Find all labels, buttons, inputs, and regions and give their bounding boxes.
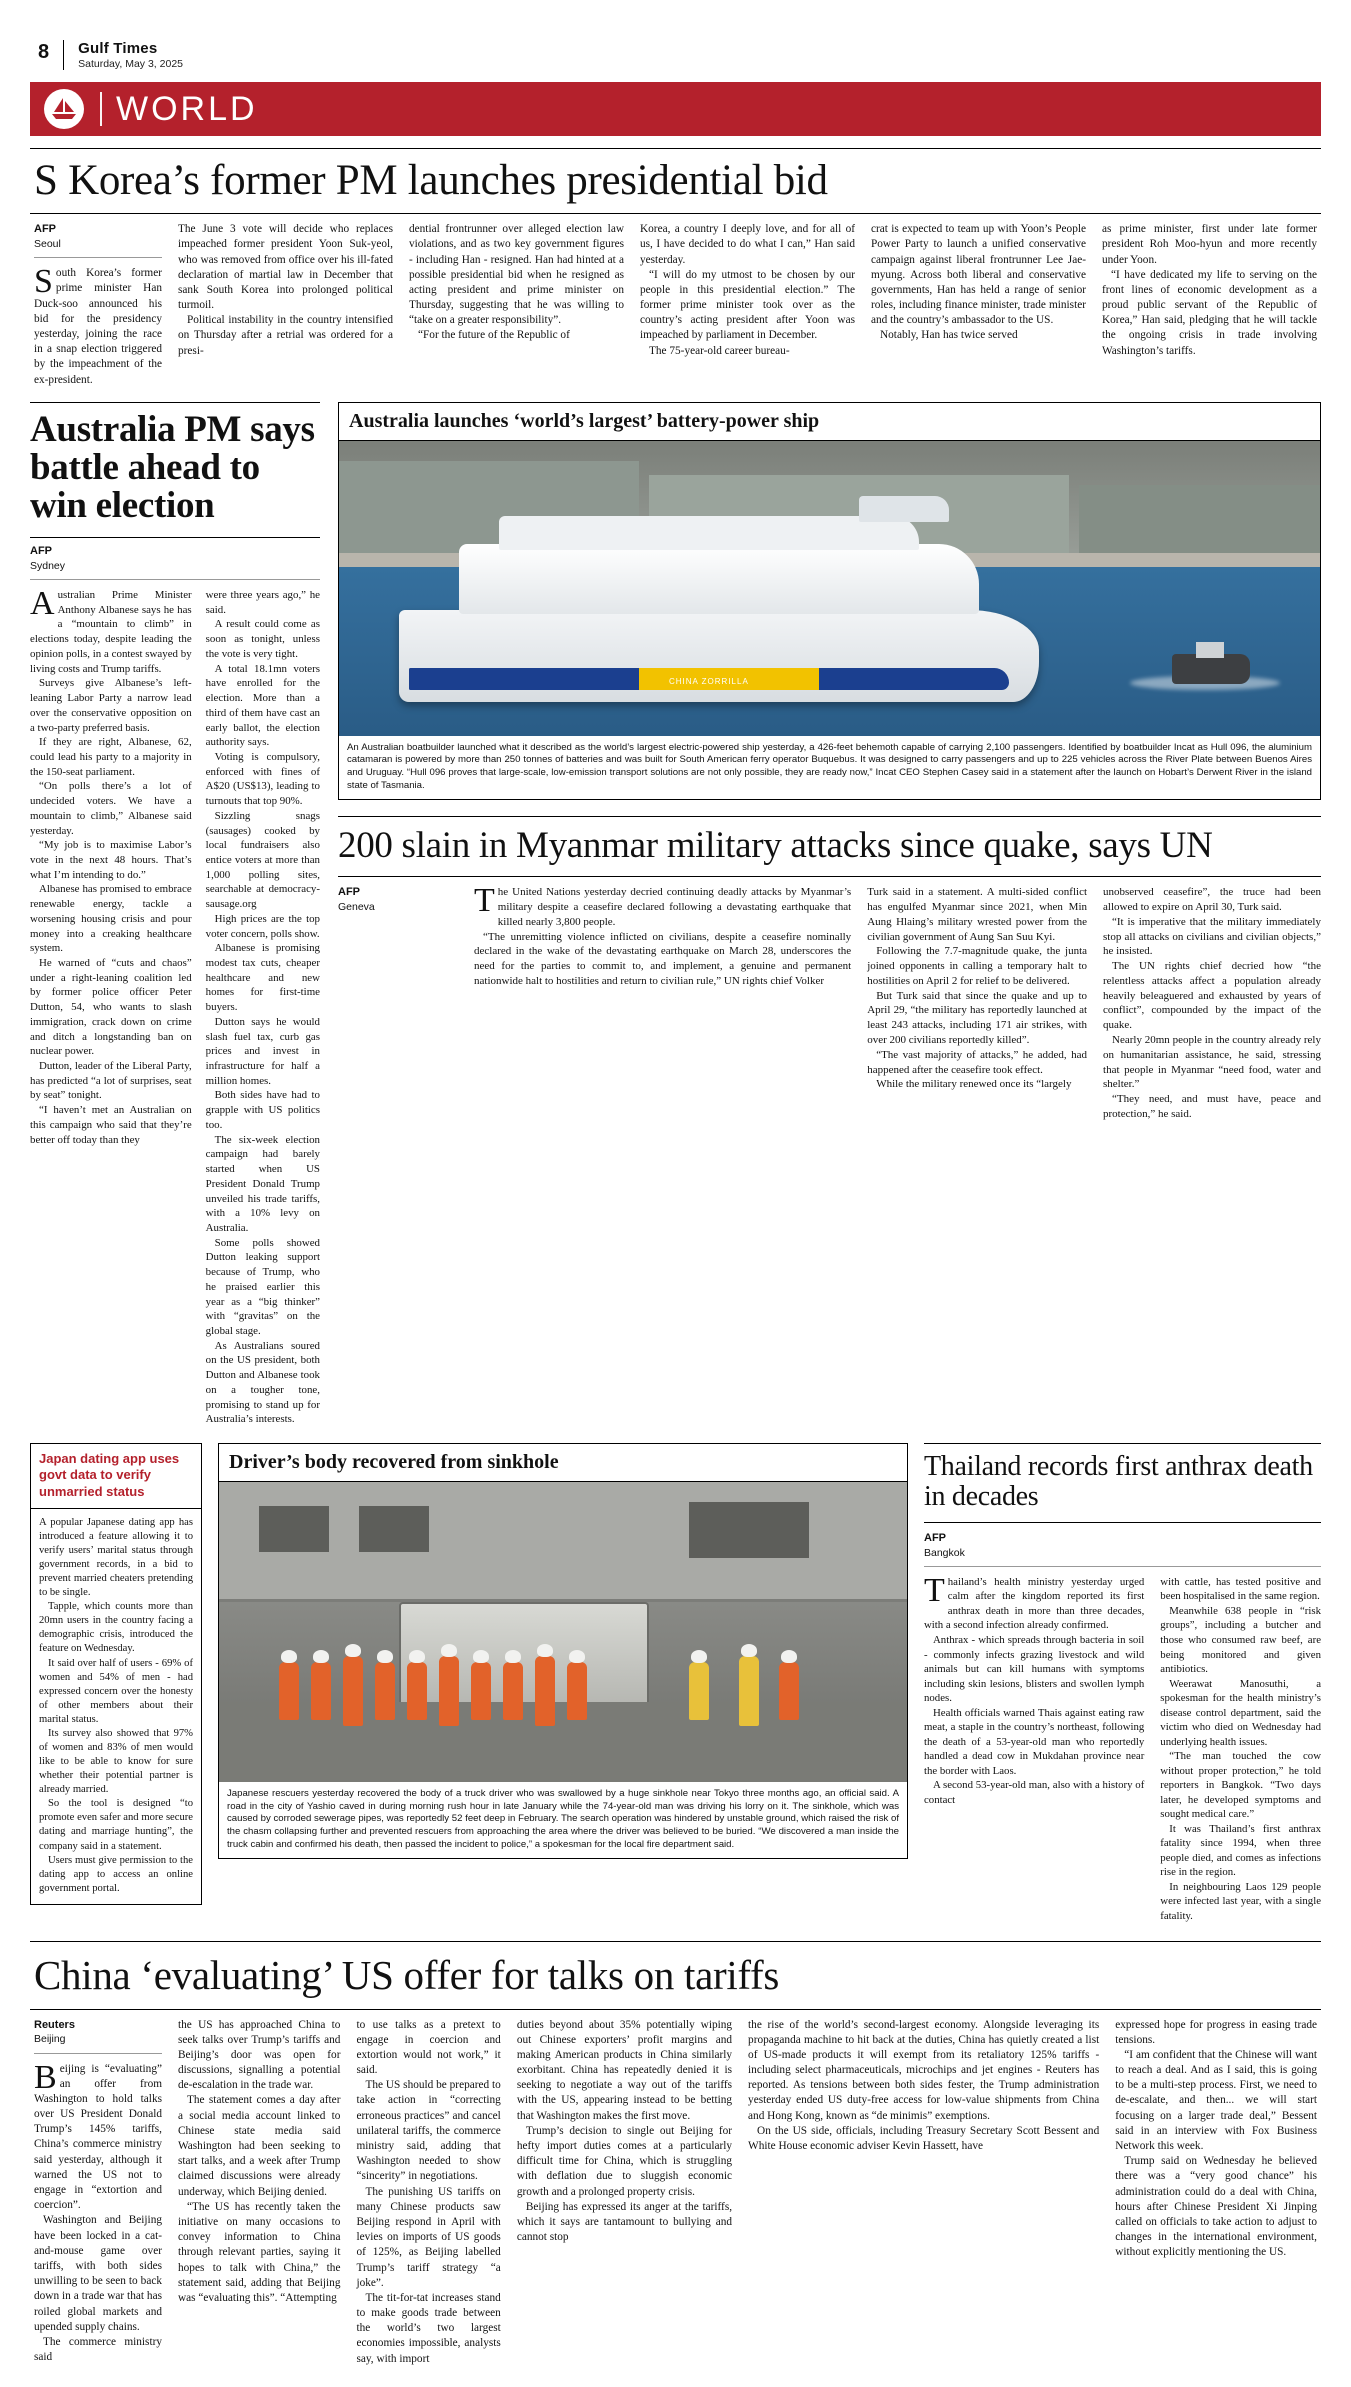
byline-china: [34, 2018, 162, 2367]
article-column: [1103, 885, 1321, 1122]
photo-caption: Japanese rescuers yesterday recovered the body of a truck driver who was swallowed by a huge sinkhole near Tokyo three months ago, an official said. A road in the city of Yashio caved in during morning rush hour in late January while the 74-year-old man was driving his lorry on it. The sinkhole, which was caused by corroded sewerage pipes, was reportedly 52 feet deep in February. The search operation was hindered by unstable ground, which raised the risk of the chasm collapsing further and prevented rescuers from approaching the area where the driver was believed to be buried. “We discovered a man inside the truck cabin and confirmed his death, then passed the incident to police,” a spokesman for the local fire department said.: [227, 1788, 899, 1850]
byline-korea: [34, 222, 162, 388]
content-band-2: [30, 402, 1321, 1427]
paragraph: “It is imperative that the military immediately stop all attacks on civilians and civilian objects,” he insisted.: [1103, 915, 1321, 958]
paragraph: A result could come as soon as tonight, unless the vote is very tight.: [205, 618, 320, 660]
paragraph: “My job is to maximise Labor’s vote in the next 48 hours. That’s what I’m intending to do.”: [30, 839, 192, 881]
article-column: [748, 2018, 1099, 2367]
paragraph: Nearly 20mn people in the country already rely on humanitarian assistance, he said, stressing that people in Myanmar “need food, water and shelter.”: [1103, 1033, 1321, 1091]
photo-battery-ship: [338, 402, 1321, 801]
paragraph: to use talks as a pretext to engage in coercion and extortion would not work,” it said.: [356, 2018, 501, 2077]
article-column: [178, 2018, 340, 2367]
paragraph: Beijing is “evaluating” an offer from Washington to hold talks over US President Donald Trump’s 145% tariffs, China’s commerce ministry said yesterday, although it warned the US not to engage in “extortion and coercion”.: [34, 2058, 162, 2212]
paragraph: “The vast majority of attacks,” he added, had happened after the ceasefire took effect.: [867, 1048, 1088, 1076]
paragraph: “The US has recently taken the initiative on many occasions to convey information to China through relevant parties, saying it hopes to talk with China,” the statement said, adding that Beijing was “evaluating this”. “Attempting: [178, 2200, 341, 2304]
paragraph: In neighbouring Laos 129 people were infected last year, with a single fatality.: [1160, 1880, 1321, 1922]
photo-title: Australia launches ‘world’s largest’ battery-power ship: [339, 403, 1320, 441]
paragraph: The 75-year-old career bureau-: [649, 344, 790, 357]
paragraph: the rise of the world’s second-largest economy. Alongside leveraging its propaganda machine to hit back at the duties, China has quietly created a list of US-made products it will exempt from its retaliatory 125% tariffs - including select pharmaceuticals, microchips and jet engines - Reuters has reported. As tensions between both sides fester, the Trump administration yesterday ended US duty-free access for low-value shipments from China and Hong Kong, known as “de minimis” exemptions.: [748, 2018, 1100, 2122]
paragraph: Users must give permission to the dating app to access an online government portal.: [39, 1854, 193, 1894]
paragraph: It said over half of users - 69% of women and 54% of men - had expressed concern over the honesty of other members about their marital status.: [39, 1657, 193, 1725]
content-band-3: [30, 1443, 1321, 1923]
paragraph: A second 53-year-old man, also with a history of contact: [924, 1779, 1145, 1806]
byline-myanmar: [338, 885, 458, 1122]
paragraph: Political instability in the country intensified on Thursday after a retrial was ordered for a presi-: [178, 314, 393, 357]
paragraph: “On polls there’s a lot of undecided voters. We have a mountain to climb,” Albanese said yesterday.: [30, 780, 192, 837]
paragraph: Australian Prime Minister Anthony Albanese says he has a “mountain to climb” in elections today, despite leading the opinion polls, in a contest swayed by living costs and Trump tariffs.: [30, 585, 192, 675]
gulf-times-dhow-logo-icon: [44, 89, 84, 129]
article-column: [206, 588, 320, 1427]
story-thailand: [924, 1443, 1321, 1923]
paragraph: “For the future of the Republic of: [418, 329, 570, 342]
paragraph: Notably, Han has twice served: [880, 329, 1018, 342]
page-number: 8: [38, 41, 50, 63]
paragraph: The US should be prepared to take action in “correcting erroneous practices” and cancel unilateral tariffs, the commerce ministry said, adding that Washington needed to show “sincerity” in negotiations.: [356, 2079, 501, 2183]
agency-name: AFP: [34, 223, 56, 236]
story-japan-dating: [30, 1443, 202, 1923]
paragraph: Voting is compulsory, enforced with fines of A$20 (US$13), leading to turnouts that top 90%.: [205, 750, 320, 808]
banner-divider: [100, 92, 102, 126]
article-column: [30, 585, 192, 1427]
divider: [30, 213, 1321, 214]
article-column: [640, 222, 855, 388]
paragraph: The six-week election campaign had barely started when US President Donald Trump unveiled his trade tariffs, with a 10% levy on Australia.: [205, 1133, 320, 1234]
ship-name-label: CHINA ZORRILLA: [669, 676, 749, 686]
paragraph: Some polls showed Dutton leaking support because of Trump, who he praised earlier this year as a “big thinker” with “gravitas” on the global stage.: [205, 1236, 320, 1337]
paragraph: Tapple, which counts more than 20mn users in the country facing a demographic crisis, introduced the feature on Wednesday.: [39, 1601, 193, 1655]
dateline: Bangkok: [924, 1546, 965, 1559]
paragraph: The punishing US tariffs on many Chinese products saw Beijing respond in April with levies on imports of US goods of 125%, as Beijing labelled Trump’s tariff strategy “a joke”.: [356, 2185, 501, 2289]
paragraph: The statement comes a day after a social media account linked to Chinese state media said Washington had been seeking to start talks, and a week after Trump claimed discussions were already underway, which Beijing denied.: [178, 2094, 341, 2198]
paragraph: But Turk said that since the quake and up to April 29, “the military has reportedly launched at least 243 attacks, including 171 air strikes, with over 200 civilians reportedly killed”.: [867, 989, 1088, 1046]
dateline: Geneva: [338, 901, 375, 913]
agency-name: AFP: [338, 886, 360, 899]
page-title-australia: Australia PM says battle ahead to win election: [30, 408, 315, 526]
paragraph: It was Thailand’s first anthrax fatality since 1994, when three people died, and comes as infections rise in the region.: [1160, 1822, 1321, 1879]
paragraph: duties beyond about 35% potentially wiping out Chinese exporters’ profit margins and making American products in China similarly exorbitant. China has repeatedly denied it is seeking to negotiate a way out of the tariffs with the US, appearing instead to be betting that Washington makes the first move.: [516, 2018, 733, 2122]
paragraph: unobserved ceasefire”, the truce had been allowed to expire on April 30, Turk said.: [1103, 886, 1321, 913]
paragraph: Health officials warned Thais against eating raw meat, a staple in the country’s northeast, following the death of a 53-year-old man who reportedly handled a dead cow in Mukdahan province near the border with Laos.: [924, 1706, 1145, 1777]
paragraph: crat is expected to team up with Yoon’s People Power Party to launch a unified conservative campaign against liberal frontrunner Lee Jae-myung. Across both liberal and conservative governments, Han has held a range of senior roles, including finance minister, trade minister and the country’s ambassador to the US.: [871, 223, 1086, 327]
agency-name: AFP: [30, 545, 52, 558]
publication-date: Saturday, May 3, 2025: [78, 58, 183, 71]
paragraph: “The unremitting violence inflicted on civilians, despite a ceasefire nominally declared in the wake of the devastating earthquake on March 28, underscores the need for the parties to commit to, and implement, a genuine and permanent nationwide halt to hostilities and return to civilian rule,” UN rights chief Volker: [474, 930, 852, 987]
paragraph: High prices are the top voter concern, polls show.: [205, 912, 320, 940]
photo-title: Driver’s body recovered from sinkhole: [219, 1444, 907, 1482]
paragraph: dential frontrunner over alleged election law violations, and as two key government figures - including Han - resigned. Han had hinted at a possible presidential bid when he resigned as acting president and prime minister on Thursday, suggesting that he was willing to “take on a greater responsibility”.: [409, 223, 624, 327]
article-column: [871, 222, 1086, 388]
paragraph: Thailand’s health ministry yesterday urged calm after the kingdom reported its first anthrax death in more than three decades, with a second infection already confirmed.: [924, 1571, 1145, 1632]
article-column: [409, 222, 624, 388]
article-column: [517, 2018, 732, 2367]
paragraph: “I haven’t met an Australian on this campaign who said that they’re better off today than they: [30, 1104, 192, 1146]
article-column: [356, 2018, 500, 2367]
article-column: [924, 1571, 1145, 1923]
paragraph: The United Nations yesterday decried continuing deadly attacks by Myanmar’s military despite a ceasefire declared following a devastating earthquake that killed nearly 3,800 people.: [474, 882, 852, 928]
masthead-divider: [63, 40, 64, 70]
paragraph: Dutton says he would slash fuel tax, curb gas prices and invest in infrastructure for half a million homes.: [205, 1015, 320, 1087]
paragraph: Meanwhile 638 people in “risk groups”, including a butcher and those who consumed raw beef, are being monitored and given antibiotics.: [1160, 1604, 1321, 1676]
story-korea: [30, 148, 1321, 387]
story-china: [30, 1941, 1321, 2367]
paragraph: with cattle, has tested positive and been hospitalised in the same region.: [1160, 1575, 1321, 1603]
dateline: Sydney: [30, 559, 66, 572]
story-myanmar: [338, 816, 1321, 1121]
masthead: [30, 40, 1321, 76]
section-title: WORLD: [116, 89, 258, 128]
agency-name: AFP: [924, 1531, 946, 1544]
article-column: [1102, 222, 1317, 388]
paragraph: as prime minister, first under late former president Roh Moo-hyun and more recently under Yoon.: [1102, 223, 1317, 266]
page-title-korea: S Korea’s former PM launches presidential bid: [34, 157, 828, 205]
paragraph: Weerawat Manosuthi, a spokesman for the health ministry’s disease control department, said the victim who died on Wednesday had underlying health issues.: [1160, 1677, 1321, 1748]
paragraph: The UN rights chief decried how “the relentless attacks affect a population already heavily beleaguered and exhausted by years of conflict”, compounded by the impact of the quake.: [1103, 960, 1321, 1032]
paragraph: As Australians soured on the US president, both Dutton and Albanese took on a tougher tone, promising to stand up for Australia’s interests.: [205, 1339, 320, 1426]
divider: [30, 148, 1321, 149]
photo-sinkhole: [218, 1443, 908, 1923]
paragraph: Trump said on Wednesday he believed there was a “very good chance” his administration could do a deal with China, hours after Chinese President Xi Jinping called on officials to take action to adjust to changes in the international environment, without explicitly mentioning the US.: [1115, 2155, 1317, 2259]
paragraph: Sizzling snags (sausages) cooked by local fundraisers also entice voters at more than 1,000 polling sites, searchable at democracy-sausage.org: [205, 809, 320, 911]
dateline: Seoul: [34, 238, 61, 251]
paragraph: Both sides have had to grapple with US politics too.: [205, 1089, 320, 1131]
paragraph: Dutton, leader of the Liberal Party, has predicted “a lot of surprises, seat by seat” tonight.: [30, 1060, 192, 1102]
page-title-dating: Japan dating app uses govt data to verify unmarried status: [31, 1444, 201, 1509]
paragraph: expressed hope for progress in easing trade tensions.: [1115, 2018, 1317, 2046]
paragraph: “I am confident that the Chinese will want to reach a deal. And as I said, this is going to be a multi-step process. First, we need to de-escalate, and then... we will start focusing on a larger trade deal,” Bessent said in an interview with Fox Business Network this week.: [1115, 2048, 1317, 2153]
paragraph: So the tool is designed “to promote even safer and more secure dating and marriage hunting”, the company said in a statement.: [39, 1798, 193, 1852]
story-australia: [30, 402, 320, 1427]
paragraph: Surveys give Albanese’s left-leaning Labor Party a narrow lead over the conservative opposition on a two-party preferred basis.: [30, 677, 192, 734]
paragraph: were three years ago,” he said.: [205, 589, 320, 616]
paragraph: Beijing has expressed its anger at the tariffs, which it says are tantamount to bullying and cannot stop: [516, 2200, 733, 2244]
article-column: [178, 222, 393, 388]
paragraph: The tit-for-tat increases stand to make goods trade between the world’s two largest economies impossible, analysts say, with import: [356, 2291, 501, 2365]
paragraph: The June 3 vote will decide who replaces impeached former president Yoon Suk-yeol, who was removed from office over his ill-fated declaration of martial law in December that sank South Korea into prolonged political turmoil.: [178, 223, 393, 312]
article-column: [867, 885, 1087, 1122]
paragraph: On the US side, officials, including Treasury Secretary Scott Bessent and White House economic adviser Kevin Hassett, have: [748, 2124, 1100, 2153]
article-column: [474, 882, 852, 1122]
paragraph: He warned of “cuts and chaos” under a right-leaning coalition led by former police officer Peter Dutton, 54, who wants to slash immigration, crack down on crime and ditch a longstanding ban on nuclear power.: [30, 957, 192, 1058]
article-column: [1115, 2018, 1317, 2367]
paragraph: “I will do my utmost to be chosen by our people in this presidential election.” The former prime minister took over as the country’s acting president after Yoon was impeached by parliament in December.: [640, 268, 855, 342]
page-title-china: China ‘evaluating’ US offer for talks on tariffs: [34, 1952, 780, 1999]
paragraph: “The man touched the cow without proper protection,” he told reporters in Bangkok. “Two days later, he developed symptoms and sought medical care.”: [1160, 1750, 1321, 1821]
paragraph: If they are right, Albanese, 62, could lead his party to a majority in the 150-seat parliament.: [30, 736, 192, 778]
paragraph: “I have dedicated my life to serving on the front lines of economic development as a proud public servant of the Republic of Korea,” Han said, pledging that he will tackle the ongoing crisis in trade involving Washington’s tariffs.: [1102, 268, 1317, 357]
article-column: [1160, 1575, 1321, 1923]
paragraph: A total 18.1mn voters have enrolled for the election. More than a third of them have cast an early ballot, the election authority says.: [205, 662, 320, 749]
paragraph: Turk said in a statement. A multi-sided conflict has engulfed Myanmar since 2021, when Min Aung Hlaing’s military wrested power from the civilian government of Aung San Suu Kyi.: [867, 886, 1088, 943]
paragraph: Washington and Beijing have been locked in a cat-and-mouse game over tariffs, with both sides unwilling to be seen to back down in a trade war that has roiled global markets and upended supply chains.: [34, 2214, 162, 2333]
photo-image: [219, 1482, 907, 1782]
paragraph: Albanese has promised to embrace renewable energy, tackle a worsening housing crisis and pour money into a creaking healthcare system.: [30, 883, 192, 955]
paragraph: Following the 7.7-magnitude quake, the junta joined opponents in calling a temporary halt to hostilities on April 2 for relief to be delivered.: [867, 945, 1088, 987]
page-title-thailand: Thailand records first anthrax death in decades: [924, 1451, 1313, 1512]
section-banner: [30, 82, 1321, 136]
paragraph: While the military renewed once its “largely: [876, 1078, 1072, 1091]
paragraph: A popular Japanese dating app has introduced a feature allowing it to verify users’ marital status through government records, in a bid to prevent married cheaters pretending to be single.: [39, 1516, 193, 1599]
page-title-myanmar: 200 slain in Myanmar military attacks since quake, says UN: [338, 825, 1213, 867]
dateline: Beijing: [34, 2033, 66, 2046]
publication-title: Gulf Times: [78, 40, 158, 57]
paragraph: “They need, and must have, peace and protection,” he said.: [1103, 1093, 1321, 1120]
paragraph: Albanese is promising modest tax cuts, cheaper healthcare and new homes for first-time buyers.: [205, 942, 320, 1014]
paragraph: Trump’s decision to single out Beijing for hefty import duties comes at a particularly difficult time for China, which is struggling with deflation due to sluggish economic growth and a prolonged property crisis.: [516, 2124, 733, 2198]
paragraph: South Korea’s former prime minister Han Duck-soo announced his bid for the presidency yesterday, joining the race in a snap election triggered by the impeachment of the ex-president.: [34, 263, 162, 386]
paragraph: the US has approached China to seek talks over Trump’s tariffs and Beijing’s door was open for discussions, signalling a potential de-escalation in the trade war.: [178, 2018, 341, 2092]
paragraph: Korea, a country I deeply love, and for all of us, I have decided to do what I can,” Han said yesterday.: [640, 223, 855, 266]
paragraph: Anthrax - which spreads through bacteria in soil - commonly infects grazing livestock and wild animals but can kill humans with symptoms including skin lesions, blisters and swollen lymph nodes.: [924, 1633, 1145, 1705]
photo-image: [339, 441, 1320, 736]
paragraph: Its survey also showed that 97% of women and 83% of men would like to be able to know for sure whether their potential partner is already married.: [39, 1727, 193, 1796]
agency-name: Reuters: [34, 2018, 75, 2031]
paragraph: The commerce ministry said: [34, 2335, 162, 2364]
photo-caption: An Australian boatbuilder launched what it described as the world’s largest electric-powered ship yesterday, a 426-feet behemoth capable of carrying 2,100 passengers. Identified by boatbuilder Incat as Hull 096, the aluminium catamaran is powered by more than 250 tonnes of batteries and was built for South American ferry operator Buquebus. It was designed to carry passengers and up to 225 vehicles across the River Plate between Buenos Aires and Uruguay. “Hull 096 proves that large-scale, low-emission transport solutions are not only possible, they are ready now,” Incat CEO Stephen Casey said in a statement after the launch on Hobart’s Derwent River in the island state of Tasmania.: [347, 741, 1312, 791]
